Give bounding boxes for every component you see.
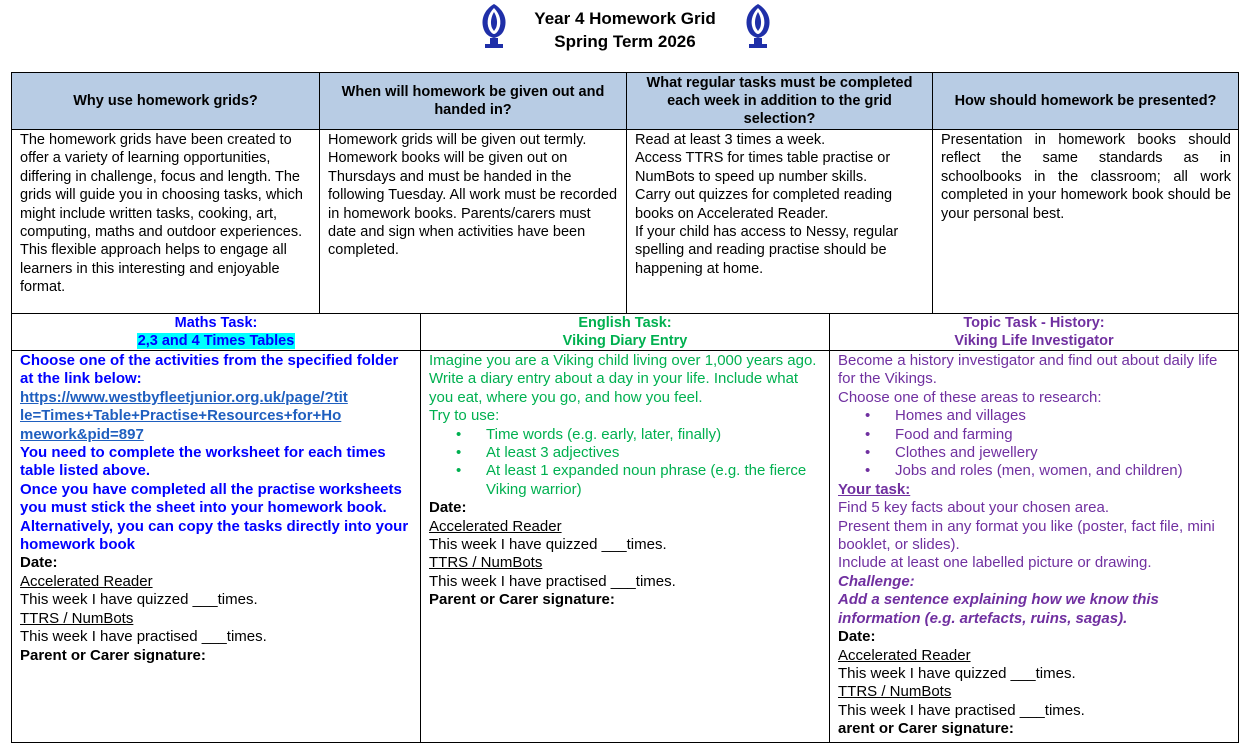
why-text: The homework grids have been created to offer a variety of learning opportunities, differing in challenge, focus and length. The grids will guide you in choosing tasks, which might include written tasks, cooking, art, computing, maths and outdoor experiences. This flexible approach helps to engage all learners in this interesting and enjoyable format. [12, 130, 320, 313]
topic-ttrs-label: TTRS / NumBots [838, 683, 952, 701]
title-line-2: Spring Term 2026 [554, 32, 696, 51]
maths-task-body [12, 351, 421, 742]
english-ttrs-label: TTRS / NumBots [429, 554, 543, 572]
english-try-label: Try to use: [429, 407, 500, 425]
maths-task-heading [12, 314, 421, 350]
english-task-body [421, 351, 830, 742]
topic-task-step-3: Include at least one labelled picture or drawing. [838, 554, 1152, 572]
regular-task-line: Carry out quizzes for completed reading books on Accelerated Reader. [635, 187, 893, 222]
maths-date-label: Date: [20, 554, 58, 572]
topic-challenge-text: Add a sentence explaining how we know this information (e.g. artefacts, ruins, sagas). [838, 591, 1159, 627]
maths-quizzed-line: This week I have quizzed ___times. [20, 591, 258, 609]
topic-task-step-2: Present them in any format you like (poster, fact file, mini booklet, or slides). [838, 517, 1215, 554]
english-practised-line: This week I have practised ___times. [429, 572, 676, 590]
homework-grid [11, 72, 1239, 743]
maths-task-subtitle: 2,3 and 4 Times Tables [137, 332, 295, 349]
topic-bullet-list [838, 407, 1232, 481]
english-quizzed-line: This week I have quizzed ___times. [429, 536, 667, 554]
maths-resources-link[interactable]: https://www.westbyfleetjunior.org.uk/page/?title=Times+Table+Practise+Resources+for+Homework&pid=897 [20, 388, 348, 443]
list-item: • At least 3 adjectives [486, 444, 823, 462]
page-header [0, 0, 1246, 72]
heading-why: Why use homework grids? [12, 73, 320, 129]
maths-instruction-1: You need to complete the worksheet for each times table listed above. [20, 444, 386, 480]
maths-intro: Choose one of the activities from the specified folder at the link below: [20, 352, 399, 388]
topic-task-label: Topic Task - History: [963, 315, 1105, 331]
topic-task-body [830, 351, 1238, 742]
english-ar-label: Accelerated Reader [429, 517, 562, 535]
topic-signature-label: arent or Carer signature: [838, 720, 1014, 738]
heading-regular-tasks: What regular tasks must be completed each week in addition to the grid selection? [627, 73, 933, 129]
list-item: • At least 1 expanded noun phrase (e.g. the fierce Viking warrior) [486, 462, 823, 499]
english-task-label: English Task: [578, 315, 672, 331]
english-signature-label: Parent or Carer signature: [429, 591, 615, 609]
info-header-row [12, 73, 1238, 130]
topic-your-task-label: Your task: [838, 480, 911, 498]
title-line-1: Year 4 Homework Grid [534, 9, 716, 28]
heading-presentation: How should homework be presented? [933, 73, 1238, 129]
english-task-heading [421, 314, 830, 350]
regular-task-line: If your child has access to Nessy, regular spelling and reading practise should be happening at home. [635, 224, 899, 277]
page-title [510, 7, 740, 53]
english-task-subtitle: Viking Diary Entry [562, 332, 688, 349]
task-header-row [12, 314, 1238, 351]
maths-practised-line: This week I have practised ___times. [20, 628, 267, 646]
maths-ar-label: Accelerated Reader [20, 572, 153, 590]
school-crest-icon [476, 2, 512, 52]
english-date-label: Date: [429, 499, 467, 517]
heading-when: When will homework be given out and handed in? [320, 73, 627, 129]
english-bullet-list [429, 426, 823, 500]
list-item: • Clothes and jewellery [895, 444, 1232, 462]
regular-task-line: Access TTRS for times table practise or NumBots to speed up number skills. [635, 150, 891, 185]
info-body-row [12, 130, 1238, 314]
list-item: • Time words (e.g. early, later, finally) [486, 426, 823, 444]
topic-ar-label: Accelerated Reader [838, 646, 971, 664]
maths-ttrs-label: TTRS / NumBots [20, 609, 134, 627]
topic-date-label: Date: [838, 628, 876, 646]
topic-task-heading [830, 314, 1238, 350]
topic-choose-label: Choose one of these areas to research: [838, 388, 1102, 406]
english-intro: Imagine you are a Viking child living over 1,000 years ago. Write a diary entry about a day in your life. Include what you eat, where you go, and how you feel. [429, 352, 817, 406]
maths-instruction-2: Once you have completed all the practise worksheets you must stick the sheet into your homework book. [20, 480, 402, 517]
regular-tasks-text [627, 130, 933, 313]
topic-practised-line: This week I have practised ___times. [838, 701, 1085, 719]
school-crest-icon [740, 2, 776, 52]
maths-task-label: Maths Task: [174, 315, 258, 331]
list-item: • Homes and villages [895, 407, 1232, 425]
list-item: • Jobs and roles (men, women, and children) [895, 462, 1232, 480]
topic-task-step-1: Find 5 key facts about your chosen area. [838, 499, 1109, 517]
task-body-row [12, 351, 1238, 742]
maths-signature-label: Parent or Carer signature: [20, 646, 206, 664]
presentation-text: Presentation in homework books should reflect the same standards as in schoolbooks in the classroom; all work completed in your homework book should be your personal best. [941, 132, 1231, 222]
regular-task-line: Read at least 3 times a week. [635, 132, 826, 148]
topic-quizzed-line: This week I have quizzed ___times. [838, 664, 1076, 682]
when-text: Homework grids will be given out termly. Homework books will be given out on Thursdays and must be handed in the following Tuesday. All work must be recorded in homework books. Parents/carers must date and sign when activities have been completed. [320, 130, 627, 313]
list-item: • Food and farming [895, 426, 1232, 444]
topic-challenge-label: Challenge: [838, 572, 915, 590]
topic-intro: Become a history investigator and find out about daily life for the Vikings. [838, 352, 1218, 388]
maths-instruction-3: Alternatively, you can copy the tasks directly into your homework book [20, 517, 409, 554]
topic-task-subtitle: Viking Life Investigator [954, 332, 1114, 349]
